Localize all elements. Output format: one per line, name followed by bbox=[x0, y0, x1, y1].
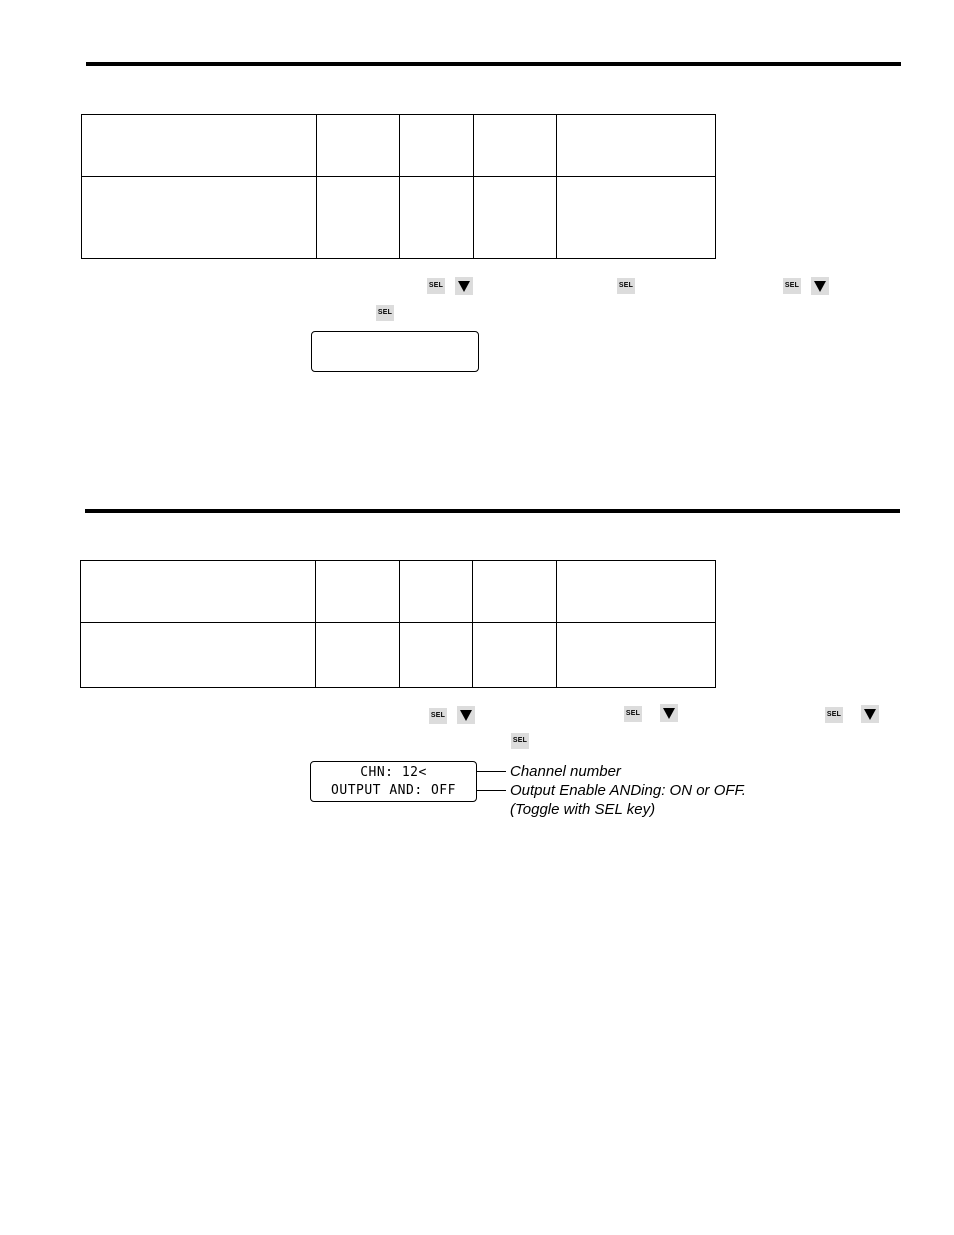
table-cell bbox=[400, 623, 473, 688]
sel-key-icon: SEL bbox=[624, 706, 642, 722]
table-header-cell bbox=[400, 561, 473, 623]
callout-leader-output-and bbox=[476, 790, 506, 791]
table-cell bbox=[557, 177, 716, 259]
lcd-display-blank bbox=[311, 331, 479, 372]
table-header-cell bbox=[81, 561, 316, 623]
callout-leader-channel bbox=[476, 771, 506, 772]
lcd-line-output-and: OUTPUT AND: OFF bbox=[331, 783, 456, 798]
section-rule-top bbox=[86, 62, 901, 66]
sel-key-icon: SEL bbox=[825, 707, 843, 723]
section-rule-middle bbox=[85, 509, 900, 513]
lcd-display bbox=[310, 761, 477, 802]
down-arrow-icon bbox=[660, 704, 678, 722]
down-arrow-icon bbox=[457, 706, 475, 724]
parameter-table-2 bbox=[80, 560, 716, 688]
parameter-table-1 bbox=[81, 114, 716, 259]
callout-output-and: Output Enable ANDing: ON or OFF. bbox=[510, 782, 746, 799]
down-arrow-icon bbox=[455, 277, 473, 295]
down-arrow-icon bbox=[811, 277, 829, 295]
table-cell bbox=[400, 177, 474, 259]
table-cell bbox=[557, 623, 716, 688]
down-arrow-icon bbox=[861, 705, 879, 723]
table-cell bbox=[316, 623, 400, 688]
callout-toggle-hint: (Toggle with SEL key) bbox=[510, 801, 656, 818]
sel-key-icon: SEL bbox=[511, 733, 529, 749]
table-header-cell bbox=[557, 561, 716, 623]
callout-channel-number: Channel number bbox=[510, 763, 621, 780]
sel-key-icon: SEL bbox=[427, 278, 445, 294]
table-header-cell bbox=[317, 115, 400, 177]
table-cell bbox=[473, 623, 557, 688]
table-cell bbox=[317, 177, 400, 259]
sel-key-icon: SEL bbox=[617, 278, 635, 294]
table-header-cell bbox=[474, 115, 557, 177]
lcd-line-channel: CHN: 12< bbox=[360, 765, 427, 780]
table-header-cell bbox=[82, 115, 317, 177]
sel-key-icon: SEL bbox=[376, 305, 394, 321]
table-cell bbox=[81, 623, 316, 688]
sel-key-icon: SEL bbox=[783, 278, 801, 294]
table-header-cell bbox=[557, 115, 716, 177]
sel-key-icon: SEL bbox=[429, 708, 447, 724]
table-cell bbox=[82, 177, 317, 259]
table-header-cell bbox=[316, 561, 400, 623]
table-cell bbox=[474, 177, 557, 259]
table-header-cell bbox=[473, 561, 557, 623]
table-header-cell bbox=[400, 115, 474, 177]
